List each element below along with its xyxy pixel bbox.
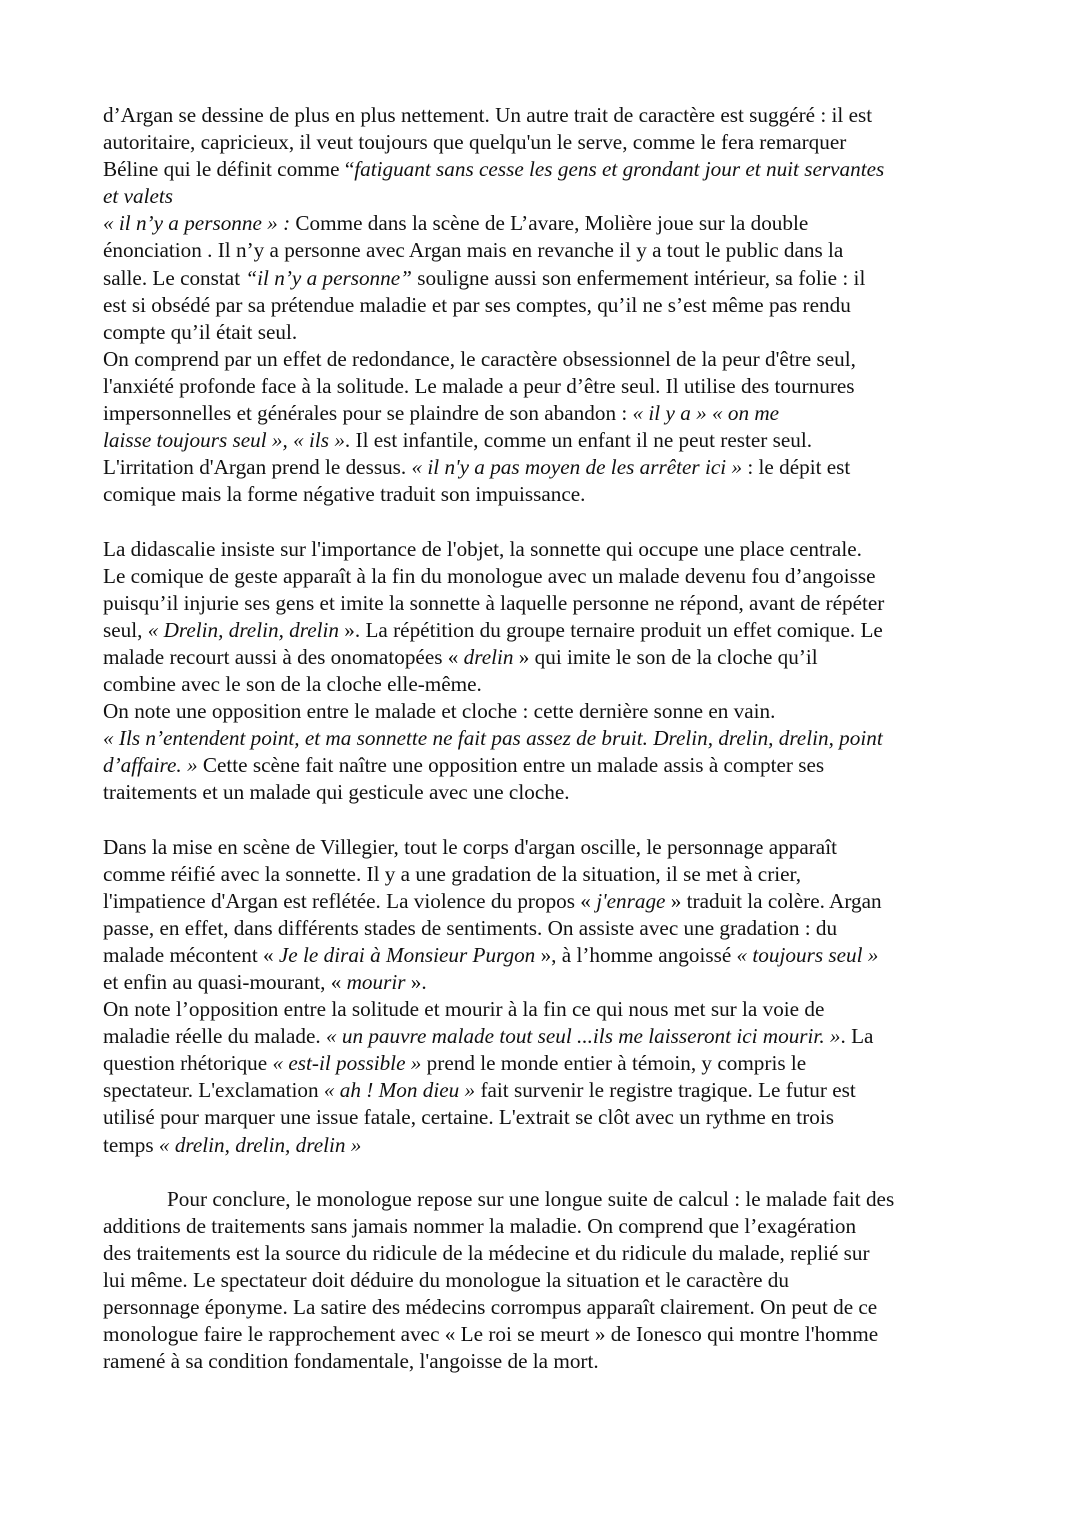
quoted-text: j'enrage bbox=[596, 888, 666, 913]
body-text: personnage éponyme. La satire des médecins corrompus apparaît clairement. On peut de ce bbox=[103, 1295, 878, 1320]
text-line bbox=[103, 725, 983, 752]
body-text: additions de traitements sans jamais nommer la maladie. On comprend que l’exagération bbox=[103, 1213, 857, 1238]
body-text: » traduit la colère. Argan bbox=[665, 888, 882, 913]
text-line bbox=[103, 265, 983, 292]
body-text: puisqu’il injurie ses gens et imite la sonnette à laquelle personne ne répond, avant de répéter bbox=[103, 590, 885, 615]
text-line bbox=[103, 1023, 983, 1050]
quoted-text: « est-il possible » bbox=[272, 1051, 422, 1076]
body-text: : le dépit est bbox=[742, 455, 851, 480]
quoted-text: laisse toujours seul », « ils » bbox=[103, 428, 345, 453]
text-line bbox=[103, 969, 983, 996]
body-text: On note une opposition entre le malade et cloche : cette dernière sonne en vain. bbox=[103, 699, 776, 724]
text-line bbox=[103, 1186, 983, 1213]
text-line bbox=[103, 454, 983, 481]
body-text: fait survenir le registre tragique. Le futur est bbox=[475, 1078, 856, 1103]
text-line bbox=[103, 1348, 983, 1375]
body-text: autoritaire, capricieux, il veut toujours que quelqu'un le serve, comme le fera remarquer bbox=[103, 130, 847, 155]
body-text: ». bbox=[405, 970, 427, 994]
body-text: énonciation . Il n’y a personne avec Argan mais en revanche il y a tout le public dans la bbox=[103, 238, 844, 263]
paragraph-spacer bbox=[103, 1159, 983, 1186]
body-text: question rhétorique bbox=[103, 1051, 273, 1076]
body-text: d’Argan se dessine de plus en plus nettement. Un autre trait de caractère est suggéré : il est bbox=[103, 103, 873, 127]
text-line bbox=[103, 1294, 983, 1321]
quoted-text: mourir bbox=[346, 970, 406, 994]
paragraph-p1 bbox=[103, 102, 983, 508]
body-text: Pour conclure, le monologue repose sur une longue suite de calcul : le malade fait des bbox=[167, 1186, 895, 1211]
body-text: Cette scène fait naître une opposition entre un malade assis à compter ses bbox=[197, 753, 825, 778]
quoted-text: « il y a » « on me bbox=[632, 401, 780, 426]
text-line bbox=[103, 1132, 983, 1159]
body-text: comique mais la forme négative traduit son impuissance. bbox=[103, 482, 586, 507]
body-text: Dans la mise en scène de Villegier, tout le corps d'argan oscille, le personnage apparaît bbox=[103, 834, 837, 859]
body-text: salle. Le constat bbox=[103, 265, 246, 290]
body-text: traitements et un malade qui gesticule avec une cloche. bbox=[103, 780, 570, 805]
body-text: ». La répétition du groupe ternaire produit un effet comique. Le bbox=[339, 617, 883, 642]
body-text: seul, bbox=[103, 617, 148, 642]
text-line bbox=[103, 779, 983, 806]
quoted-text: « il n’y a personne » : bbox=[103, 211, 291, 236]
text-line bbox=[103, 644, 983, 671]
text-line bbox=[103, 834, 983, 861]
body-text: Comme dans la scène de L’avare, Molière joue sur la double bbox=[290, 211, 809, 236]
quoted-text: fatiguant sans cesse les gens et grondant jour et nuit servantes bbox=[354, 157, 885, 182]
body-text: monologue faire le rapprochement avec « Le roi se meurt » de Ionesco qui montre l'homme bbox=[103, 1322, 879, 1347]
body-text: passe, en effet, dans différents stades de sentiments. On assiste avec une gradation : du bbox=[103, 915, 838, 940]
body-text: », à l’homme angoissé bbox=[535, 942, 737, 967]
body-text: Béline qui le définit comme “ bbox=[103, 157, 355, 182]
quoted-text: « drelin, drelin, drelin » bbox=[158, 1132, 362, 1157]
text-line bbox=[103, 536, 983, 563]
body-text: l'impatience d'Argan est reflétée. La violence du propos « bbox=[103, 888, 597, 913]
quoted-text: drelin bbox=[463, 644, 514, 669]
quoted-text: « Ils n’entendent point, et ma sonnette ne fait pas assez de bruit. Drelin, drelin, drelin, point bbox=[103, 726, 883, 751]
text-line bbox=[103, 617, 983, 644]
body-text: est si obsédé par sa prétendue maladie et par ses comptes, qu’il ne s’est même pas rendu bbox=[103, 292, 851, 317]
paragraph-p3 bbox=[103, 834, 983, 1159]
paragraph-p2 bbox=[103, 536, 983, 807]
text-line bbox=[103, 183, 983, 210]
body-text: . La bbox=[840, 1024, 874, 1049]
text-line bbox=[103, 373, 983, 400]
quoted-text: « Drelin, drelin, drelin bbox=[147, 617, 339, 642]
text-line bbox=[103, 1267, 983, 1294]
body-text: lui même. Le spectateur doit déduire du monologue la situation et le caractère du bbox=[103, 1268, 789, 1293]
body-text: » qui imite le son de la cloche qu’il bbox=[513, 644, 818, 669]
text-line bbox=[103, 942, 983, 969]
text-line bbox=[103, 481, 983, 508]
body-text: impersonnelles et générales pour se plaindre de son abandon : bbox=[103, 401, 633, 426]
quoted-text: « un pauvre malade tout seul ...ils me laisseront ici mourir. » bbox=[325, 1024, 841, 1049]
body-text: compte qu’il était seul. bbox=[103, 319, 298, 344]
text-line bbox=[103, 1213, 983, 1240]
text-line bbox=[103, 563, 983, 590]
text-line bbox=[103, 698, 983, 725]
body-text: La didascalie insiste sur l'importance de l'objet, la sonnette qui occupe une place centrale. bbox=[103, 536, 862, 561]
text-line bbox=[103, 752, 983, 779]
body-text: souligne aussi son enfermement intérieur, sa folie : il bbox=[411, 265, 866, 290]
body-text: maladie réelle du malade. bbox=[103, 1024, 326, 1049]
quoted-text: « toujours seul » bbox=[736, 942, 879, 967]
text-line bbox=[103, 346, 983, 373]
body-text: des traitements est la source du ridicule de la médecine et du ridicule du malade, replié sur bbox=[103, 1240, 870, 1265]
quoted-text: et valets bbox=[103, 184, 174, 209]
text-line bbox=[103, 1240, 983, 1267]
quoted-text: d’affaire. » bbox=[103, 753, 198, 778]
body-text: malade mécontent « bbox=[103, 942, 279, 967]
quoted-text: « ah ! Mon dieu » bbox=[323, 1078, 476, 1103]
body-text: On note l’opposition entre la solitude et mourir à la fin ce qui nous met sur la voie de bbox=[103, 997, 825, 1022]
text-line bbox=[103, 996, 983, 1023]
body-text: ramené à sa condition fondamentale, l'angoisse de la mort. bbox=[103, 1349, 599, 1374]
text-line bbox=[103, 1321, 983, 1348]
text-line bbox=[103, 319, 983, 346]
text-line bbox=[103, 102, 983, 129]
document-page bbox=[103, 102, 983, 1375]
text-line bbox=[103, 1077, 983, 1104]
paragraph-spacer bbox=[103, 806, 983, 833]
text-line bbox=[103, 400, 983, 427]
text-line bbox=[103, 590, 983, 617]
body-text: l'anxiété profonde face à la solitude. Le malade a peur d’être seul. Il utilise des tournures bbox=[103, 373, 855, 398]
text-line bbox=[103, 129, 983, 156]
quoted-text: « il n'y a pas moyen de les arrêter ici » bbox=[411, 455, 743, 480]
text-line bbox=[103, 888, 983, 915]
text-line bbox=[103, 210, 983, 237]
text-line bbox=[103, 292, 983, 319]
body-text: malade recourt aussi à des onomatopées « bbox=[103, 644, 464, 669]
body-text: spectateur. L'exclamation bbox=[103, 1078, 324, 1103]
body-text: combine avec le son de la cloche elle-même. bbox=[103, 671, 482, 696]
paragraph-spacer bbox=[103, 508, 983, 535]
body-text: et enfin au quasi-mourant, « bbox=[103, 970, 347, 994]
body-text: L'irritation d'Argan prend le dessus. bbox=[103, 455, 412, 480]
body-text: prend le monde entier à témoin, y compris le bbox=[421, 1051, 807, 1076]
body-text: comme réifié avec la sonnette. Il y a une gradation de la situation, il se met à crier, bbox=[103, 861, 802, 886]
text-line bbox=[103, 427, 983, 454]
text-line bbox=[103, 156, 983, 183]
text-line bbox=[103, 1050, 983, 1077]
body-text: . Il est infantile, comme un enfant il ne peut rester seul. bbox=[344, 428, 813, 453]
text-line bbox=[103, 1104, 983, 1131]
body-text: Le comique de geste apparaît à la fin du monologue avec un malade devenu fou d’angoisse bbox=[103, 563, 876, 588]
body-text: utilisé pour marquer une issue fatale, certaine. L'extrait se clôt avec un rythme en trois bbox=[103, 1105, 834, 1130]
quoted-text: Je le dirai à Monsieur Purgon bbox=[278, 942, 536, 967]
text-line bbox=[103, 671, 983, 698]
paragraph-p4 bbox=[103, 1186, 983, 1376]
text-line bbox=[103, 861, 983, 888]
text-line bbox=[103, 915, 983, 942]
text-line bbox=[103, 237, 983, 264]
quoted-text: “il n’y a personne” bbox=[245, 265, 412, 290]
body-text: temps bbox=[103, 1132, 159, 1157]
body-text: On comprend par un effet de redondance, le caractère obsessionnel de la peur d'être seul, bbox=[103, 346, 856, 371]
